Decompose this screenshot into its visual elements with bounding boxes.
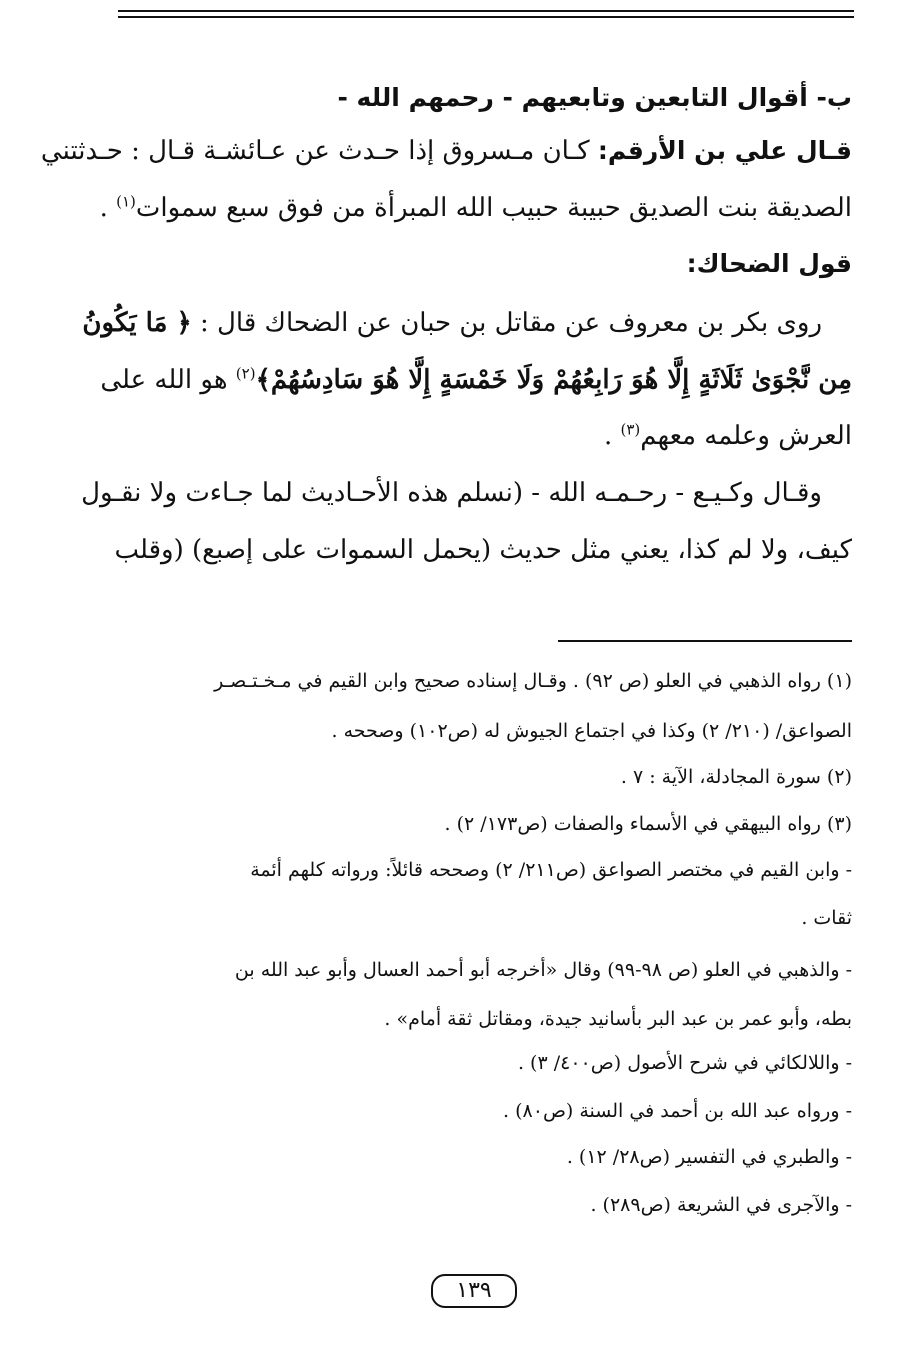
paragraph-2-line-1 xyxy=(82,303,822,343)
footnote-line: - واللالكائي في شرح الأصول (ص٤٠٠/ ٣) . xyxy=(517,1052,852,1074)
paragraph-2-line-2 xyxy=(100,360,852,400)
paragraph-3-line-2: كيف، ولا لم كذا، يعني مثل حديث (يحمل السموات على إصبع) (وقلب xyxy=(114,535,852,565)
footnote-line: - ورواه عبد الله بن أحمد في السنة (ص٨٠) . xyxy=(503,1100,852,1122)
footnote-ref-2: (٢) xyxy=(235,364,256,383)
paragraph-1-line-2 xyxy=(100,188,852,228)
paragraph-2-line-3-end: . xyxy=(603,421,621,451)
footnote-line: (٢) سورة المجادلة، الآية : ٧ . xyxy=(620,766,852,788)
quran-verse-start: ﴿ مَا يَكُونُ xyxy=(82,308,192,338)
header-rule-bottom xyxy=(118,16,854,18)
quran-verse-end: مِن نَّجْوَىٰ ثَلَاثَةٍ إِلَّا هُوَ رَابِعُهُمْ وَلَا خَمْسَةٍ إِلَّا هُوَ سَادِسُهُمْ﴾ xyxy=(255,365,852,395)
paragraph-2-line-2-text: هو الله على xyxy=(100,365,236,395)
footnote-line: - والآجرى في الشريعة (ص٢٨٩) . xyxy=(590,1194,852,1216)
paragraph-1-line-2-end: . xyxy=(99,193,117,223)
paragraph-1-line-1 xyxy=(41,131,852,171)
footnote-line: (١) رواه الذهبي في العلو (ص ٩٢) . وقـال إسناده صحيح وابن القيم في مـخـتـصـر xyxy=(214,670,852,692)
subheading: قول الضحاك: xyxy=(686,249,852,278)
header-rule-top xyxy=(118,10,854,12)
footnote-separator xyxy=(558,640,852,642)
paragraph-2-line-3-text: العرش وعلمه معهم xyxy=(640,421,852,451)
footnote-line: ثقات . xyxy=(801,907,852,929)
footnote-line: - والطبري في التفسير (ص٢٨/ ١٢) . xyxy=(566,1146,852,1168)
speaker-label: قـال علي بن الأرقم: xyxy=(597,136,852,165)
footnote-ref-3: (٣) xyxy=(620,420,641,439)
paragraph-2-line-3 xyxy=(604,416,852,456)
footnote-line: - وابن القيم في مختصر الصواعق (ص٢١١/ ٢) وصححه قائلاً: ورواته كلهم أئمة xyxy=(250,859,852,881)
footnote-line: - والذهبي في العلو (ص ٩٨-٩٩) وقال «أخرجه أبو أحمد العسال وأبو عبد الله بن xyxy=(234,959,852,981)
paragraph-1-line-1-text: كـان مـسروق إذا حـدث عن عـائشـة قـال : حـدثتني xyxy=(40,136,598,166)
page-number: ١٣٩ xyxy=(431,1274,517,1308)
footnote-line: الصواعق/ (٢١٠/ ٢) وكذا في اجتماع الجيوش له (ص١٠٢) وصححه . xyxy=(331,720,852,742)
paragraph-1-line-2-text: الصديقة بنت الصديق حبيبة حبيب الله المبرأة من فوق سبع سموات xyxy=(135,193,852,223)
paragraph-3-line-1: وقـال وكـيـع - رحـمـه الله - (نسلم هذه الأحـاديث لما جـاءت ولا نقـول xyxy=(81,478,822,508)
footnote-ref-1: (١) xyxy=(116,192,136,211)
footnote-line: بطه، وأبو عمر بن عبد البر بأسانيد جيدة، ومقاتل ثقة أمام» . xyxy=(384,1008,852,1030)
footnote-line: (٣) رواه البيهقي في الأسماء والصفات (ص١٧٣/ ٢) . xyxy=(444,813,852,835)
paragraph-2-line-1-text: روى بكر بن معروف عن مقاتل بن حبان عن الضحاك قال : xyxy=(191,308,822,338)
section-heading: ب- أقوال التابعين وتابعيهم - رحمهم الله - xyxy=(337,83,852,112)
